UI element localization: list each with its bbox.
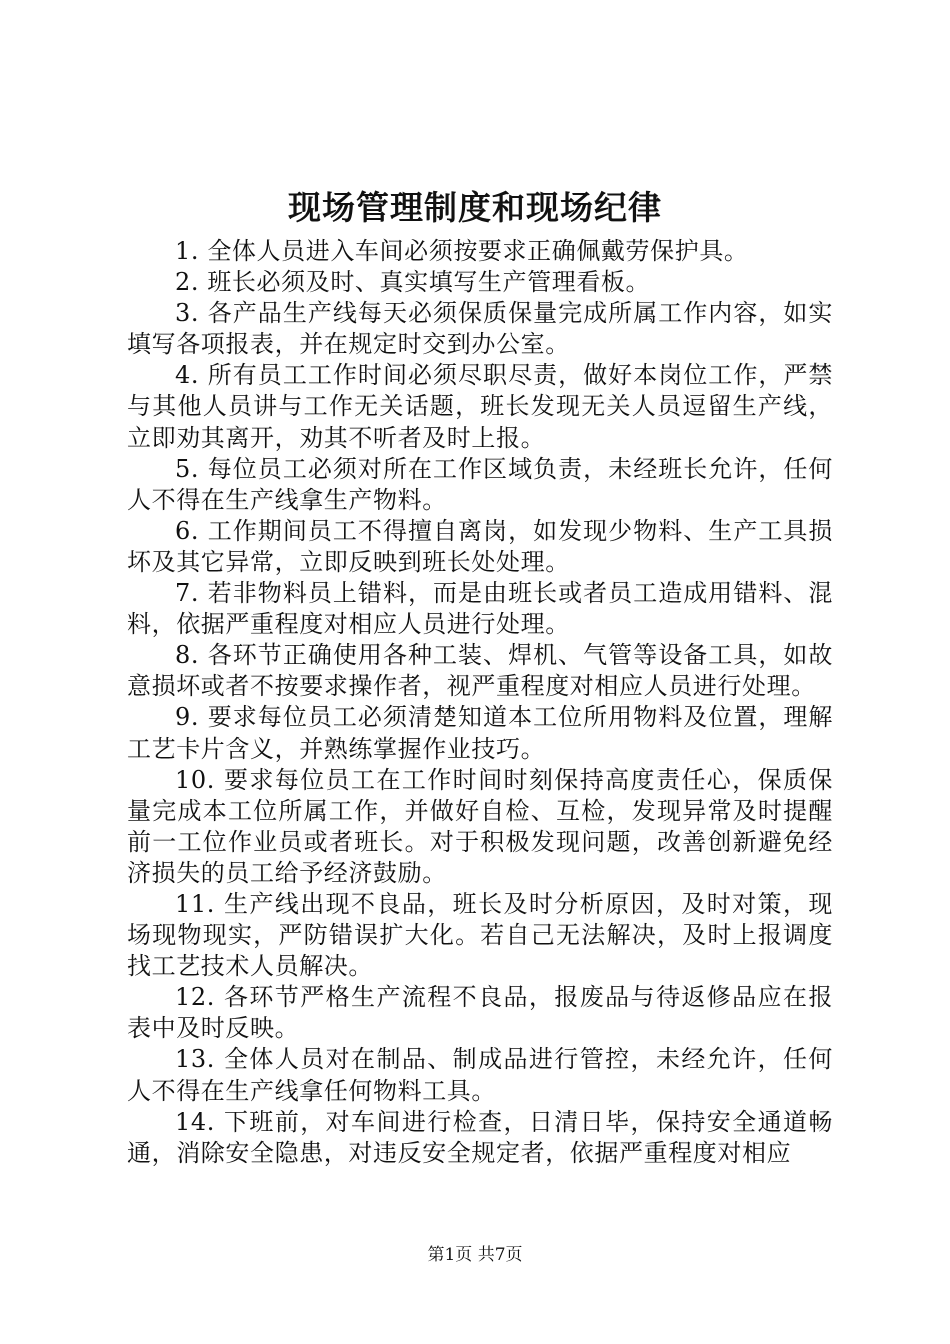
paragraph-13: 13. 全体人员对在制品、制成品进行管控，未经允许，任何人不得在生产线拿任何物料工具。 [127, 1045, 833, 1105]
paragraph-8: 8. 各环节正确使用各种工装、焊机、气管等设备工具，如故意损坏或者不按要求操作者，视严重程度对相应人员进行处理。 [127, 641, 833, 701]
document-body [127, 236, 833, 1169]
paragraph-4: 4. 所有员工工作时间必须尽职尽责，做好本岗位工作，严禁与其他人员讲与工作无关话题，班长发现无关人员逗留生产线，立即劝其离开，劝其不听者及时上报。 [127, 361, 833, 452]
document-title: 现场管理制度和现场纪律 [288, 188, 662, 227]
paragraph-7: 7. 若非物料员上错料，而是由班长或者员工造成用错料、混料，依据严重程度对相应人员进行处理。 [127, 579, 833, 639]
paragraph-1: 1. 全体人员进入车间必须按要求正确佩戴劳保护具。 [175, 237, 749, 265]
paragraph-12: 12. 各环节严格生产流程不良品，报废品与待返修品应在报表中及时反映。 [127, 983, 833, 1043]
page-footer: 第1页 共7页 [427, 1245, 523, 1265]
paragraph-14: 14. 下班前，对车间进行检查，日清日毕，保持安全通道畅通，消除安全隐患，对违反安全规定者，依据严重程度对相应 [127, 1107, 833, 1167]
paragraph-10: 10. 要求每位员工在工作时间时刻保持高度责任心，保质保量完成本工位所属工作，并做好自检、互检，发现异常及时提醒前一工位作业员或者班长。对于积极发现问题，改善创新避免经济损失的员工给予经济鼓励。 [127, 765, 833, 887]
paragraph-2: 2. 班长必须及时、真实填写生产管理看板。 [175, 268, 651, 297]
paragraph-3: 3. 各产品生产线每天必须保质保量完成所属工作内容，如实填写各项报表，并在规定时交到办公室。 [127, 299, 833, 359]
paragraph-9: 9. 要求每位员工必须清楚知道本工位所用物料及位置，理解工艺卡片含义，并熟练掌握作业技巧。 [127, 703, 833, 763]
paragraph-5: 5. 每位员工必须对所在工作区域负责，未经班长允许，任何人不得在生产线拿生产物料。 [127, 454, 833, 514]
paragraph-11: 11. 生产线出现不良品，班长及时分析原因，及时对策，现场现物现实，严防错误扩大化。若自己无法解决，及时上报调度找工艺技术人员解决。 [127, 889, 833, 981]
paragraph-6: 6. 工作期间员工不得擅自离岗，如发现少物料、生产工具损坏及其它异常，立即反映到班长处处理。 [127, 516, 833, 576]
